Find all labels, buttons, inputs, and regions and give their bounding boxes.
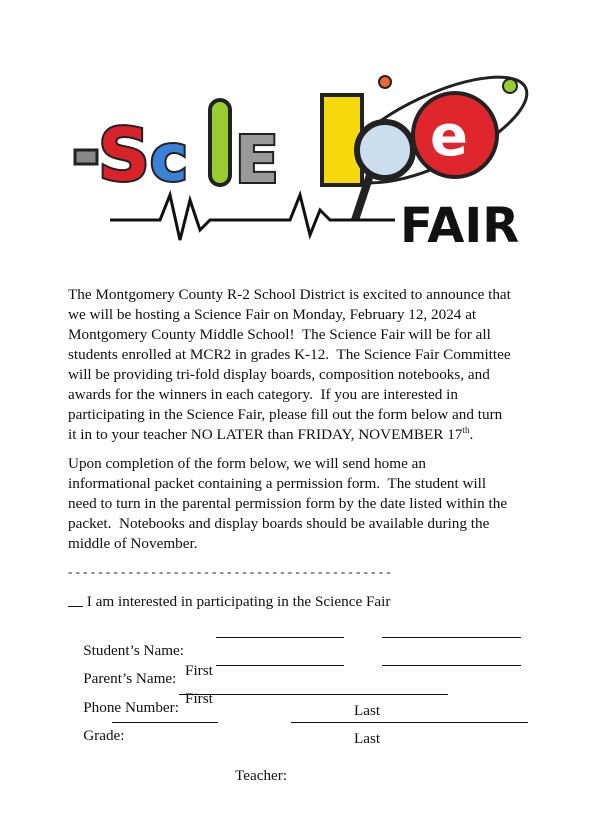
text-line: Montgomery County Middle School! The Science Fair will be for all [68, 326, 491, 343]
teacher-label: Teacher: [235, 767, 288, 784]
ordinal-suffix: th [462, 425, 470, 435]
text-line: students enrolled at MCR2 in grades K-12. The Science Fair Committee [68, 346, 511, 363]
student-last-name-field[interactable] [382, 623, 521, 638]
last-label: Last [354, 730, 381, 747]
grade-field[interactable] [112, 708, 218, 723]
parent-last-name-field[interactable] [382, 651, 521, 666]
svg-text:e: e [430, 104, 468, 169]
period: . [469, 426, 474, 443]
cut-line-divider: - - - - - - - - - - - - - - - - - - - - - - - - - - - - - - - - - - - - - - - - - - - [68, 564, 391, 579]
teacher-field[interactable] [291, 708, 528, 723]
first-label: First [185, 662, 213, 679]
phone-number-field[interactable] [179, 680, 448, 695]
svg-text:S: S [98, 113, 150, 197]
text-line: participating in the Science Fair, please fill out the form below and turn [68, 406, 503, 423]
logo-fair-text: FAIR [400, 198, 520, 250]
last-label: Last [354, 702, 381, 719]
text-line: middle of November. [68, 535, 198, 552]
text-line: need to turn in the parental permission form by the date listed within the [68, 495, 508, 512]
text-line: we will be hosting a Science Fair on Monday, February 12, 2024 at [68, 306, 477, 323]
svg-text:c: c [150, 122, 188, 196]
text-line: packet. Notebooks and display boards should be available during the [68, 515, 490, 532]
interest-checkbox-blank[interactable] [68, 592, 83, 607]
svg-text:E: E [235, 124, 279, 198]
phone-label: Phone Number: [83, 699, 179, 716]
student-first-name-field[interactable] [216, 623, 344, 638]
text-line: Upon completion of the form below, we will send home an [68, 455, 426, 472]
science-fair-logo [70, 70, 540, 250]
student-name-label: Student’s Name: [83, 642, 185, 659]
text-line [68, 425, 473, 445]
text-line: awards for the winners in each category. If you are interested in [68, 386, 458, 403]
first-label: First [185, 690, 213, 707]
interest-row [68, 592, 390, 612]
grade-label: Grade: [83, 727, 125, 744]
text-line: informational packet containing a permission form. The student will [68, 475, 487, 492]
text-line: The Montgomery County R-2 School District is excited to announce that [68, 286, 511, 303]
text-segment: it in to your teacher NO LATER than FRIDAY, NOVEMBER 17 [68, 426, 463, 443]
interest-label: I am interested in participating in the Science Fair [86, 593, 391, 610]
parent-first-name-field[interactable] [216, 651, 344, 666]
text-line: will be providing tri-fold display boards, composition notebooks, and [68, 366, 490, 383]
parent-name-label: Parent’s Name: [83, 670, 177, 687]
